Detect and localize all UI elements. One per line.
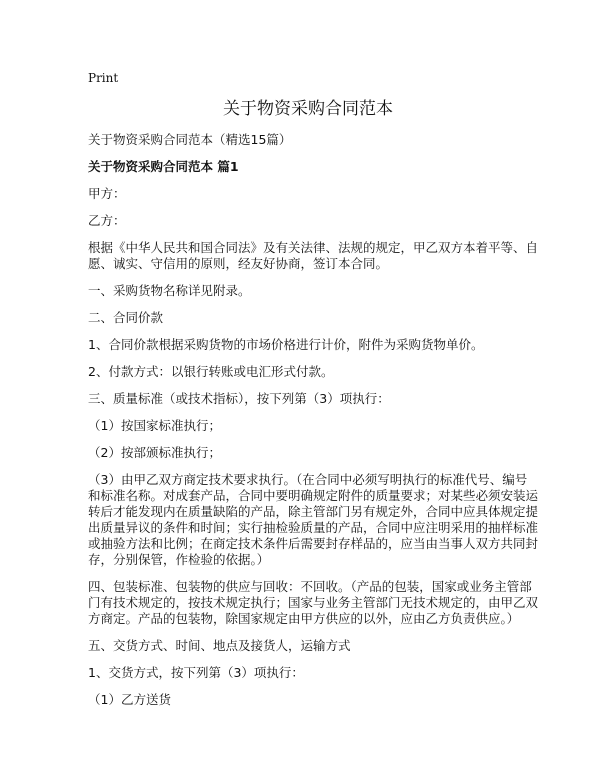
paragraph [88,638,528,654]
paragraph-line: 2、付款方式：以银行转账或电汇形式付款。 [88,364,334,379]
paragraph-line: 出质量异议的条件和时间；实行抽检验质量的产品，合同中应注明采用的抽样标准 [88,520,539,535]
paragraph-line: （2）按部颁标准执行； [88,445,221,460]
paragraph [88,579,539,627]
paragraph-line: （1）按国家标准执行； [88,418,221,433]
document-page [88,70,539,719]
paragraph-line: 三、质量标准（或技术指标），按下列第（3）项执行： [88,391,390,406]
paragraph-line: 一、采购货物名称详见附录。 [88,283,251,298]
paragraph-line: 愿、诚实、守信用的原则，经友好协商，签订本合同。 [88,256,389,271]
paragraph-line: 二、合同价款 [88,310,164,325]
paragraph [88,213,528,229]
paragraph [88,472,539,568]
paragraph [88,445,528,461]
paragraph [88,310,528,326]
paragraph [88,337,528,353]
document-body [88,132,539,708]
paragraph-line: 或抽验方法和比例；在商定技术条件后需要封存样品的，应当由当事人双方共同封 [88,536,539,551]
paragraph [88,364,528,380]
paragraph-line: （3）由甲乙双方商定技术要求执行。（在合同中必须写明执行的标准代号、编号 [88,472,528,487]
paragraph [88,665,528,681]
document-title: 关于物资采购合同范本 [223,99,393,119]
paragraph-line: 转后才能发现内在质量缺陷的产品，除主管部门另有规定外，合同中应具体规定提 [88,504,539,519]
paragraph [88,692,528,708]
paragraph-line: 关于物资采购合同范本 篇1 [88,159,239,174]
paragraph-line: 和标准名称。对成套产品，合同中要明确规定附件的质量要求；对某些必须安装运 [88,488,539,503]
paragraph [88,132,528,148]
paragraph-line: 存，分别保管，作检验的依据。） [88,552,270,567]
paragraph [88,391,528,407]
paragraph-line: 方商定。产品的包装物，除国家规定由甲方供应的以外，应由乙方负责供应。） [88,611,520,626]
paragraph [88,418,528,434]
paragraph-line: 1、交货方式，按下列第（3）项执行： [88,665,304,680]
paragraph-line: 甲方： [88,186,126,201]
paragraph-line: 四、包装标准、包装物的供应与回收：不回收。（产品的包装，国家或业务主管部 [88,579,532,594]
paragraph-line: 门有技术规定的，按技术规定执行；国家与业务主管部门无技术规定的，由甲乙双 [88,595,539,610]
paragraph-line: （1）乙方送货 [88,692,171,707]
paragraph [88,240,539,272]
print-link[interactable]: Print [88,71,119,85]
paragraph-line: 乙方： [88,213,126,228]
paragraph-line: 根据《中华人民共和国合同法》及有关法律、法规的规定，甲乙双方本着平等、自 [88,240,539,255]
paragraph [88,186,528,202]
paragraph [88,283,528,299]
paragraph-line: 关于物资采购合同范本（精选15篇） [88,132,292,147]
section-heading [88,159,528,175]
paragraph-line: 1、合同价款根据采购货物的市场价格进行计价，附件为采购货物单价。 [88,337,484,352]
paragraph-line: 五、交货方式、时间、地点及接货人，运输方式 [88,638,351,653]
